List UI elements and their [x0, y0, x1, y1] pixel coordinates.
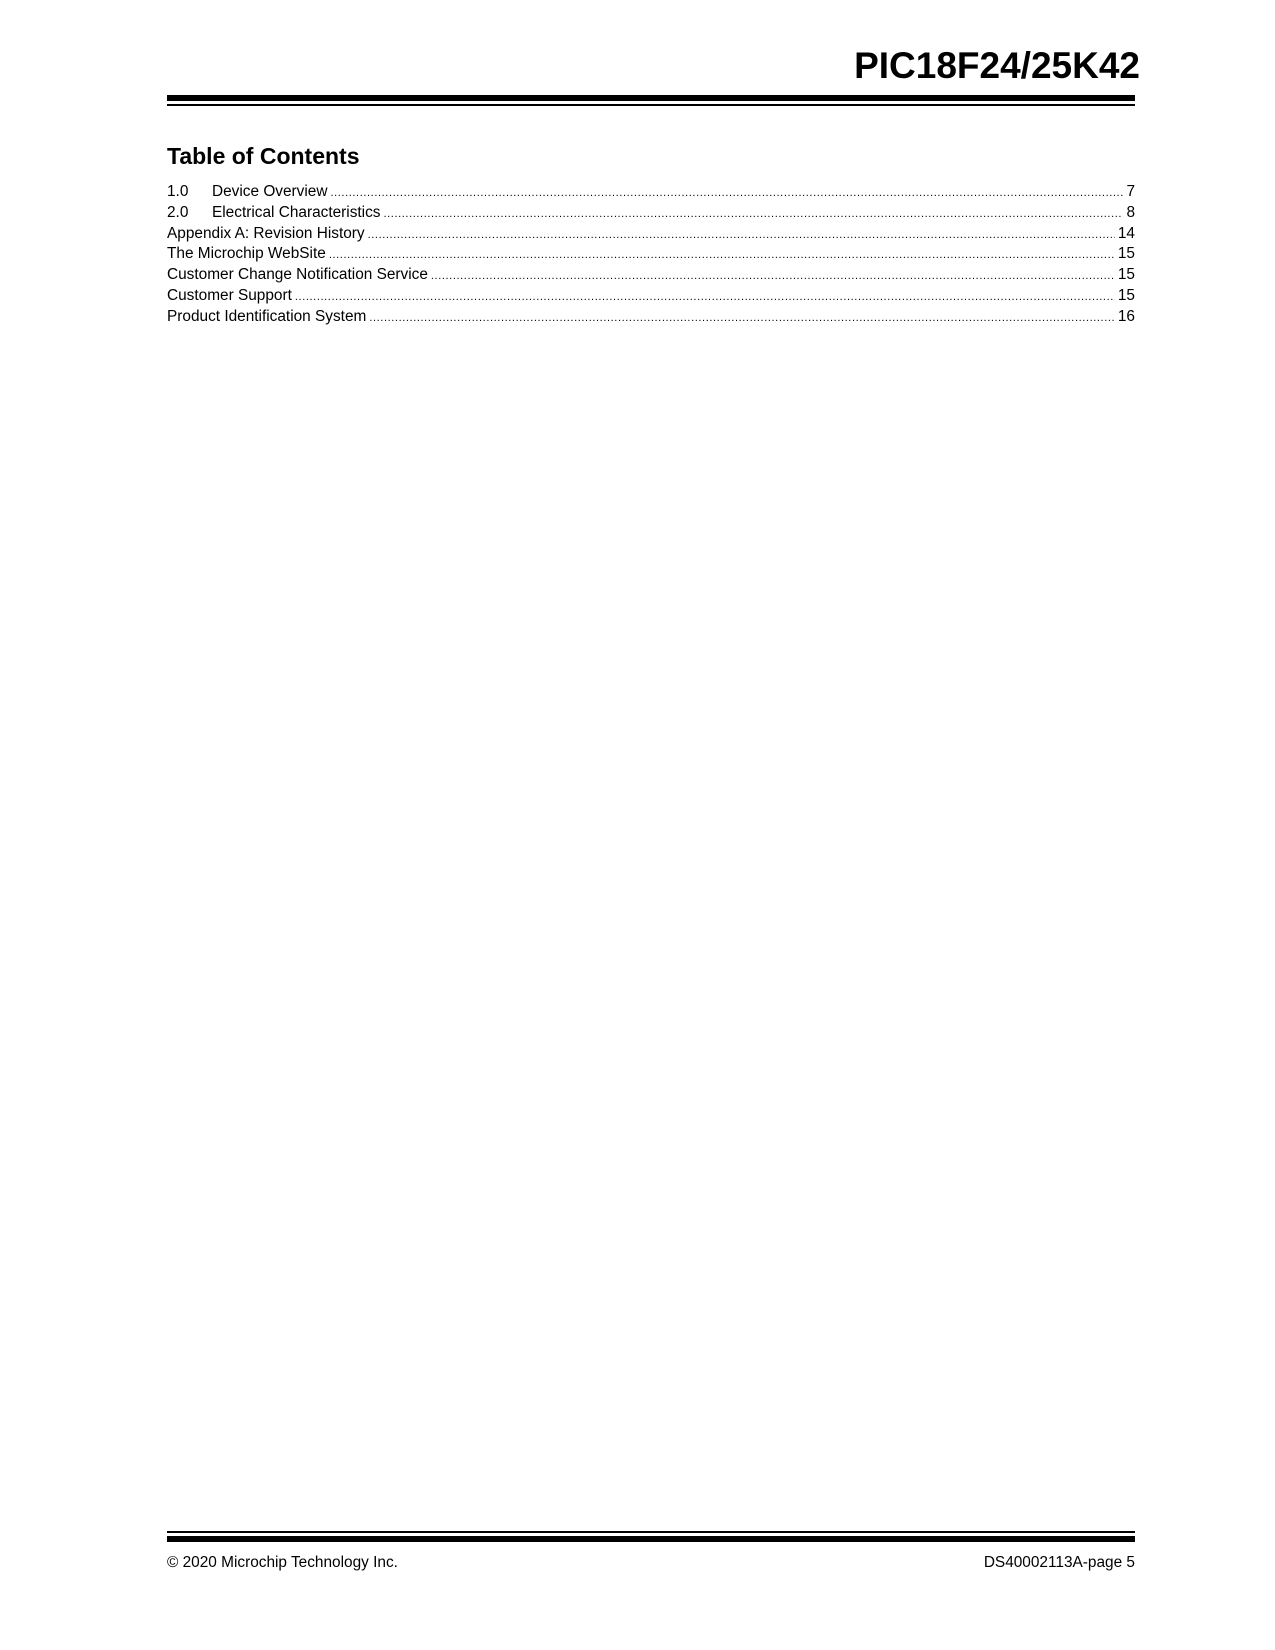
toc-entry-number: 1.0: [167, 183, 189, 200]
toc-entry-microchip-website[interactable]: [167, 244, 1135, 265]
toc-entry-page: 16: [1117, 307, 1135, 325]
toc-entry-page: 15: [1117, 245, 1135, 263]
toc-entry-label: The Microchip WebSite: [167, 245, 326, 263]
footer-copyright: © 2020 Microchip Technology Inc.: [167, 1554, 398, 1571]
toc-heading: Table of Contents: [167, 143, 360, 169]
toc-leader-dots: [330, 183, 1123, 203]
toc-entry-page: 15: [1117, 286, 1135, 304]
toc-leader-dots: [369, 308, 1115, 328]
footer-rule-thin: [167, 1531, 1135, 1533]
header-rule-thick: [167, 95, 1135, 101]
toc-entry-product-identification[interactable]: [167, 307, 1135, 328]
toc-entry-customer-support[interactable]: [167, 286, 1135, 307]
toc-entry-label: Device Overview: [212, 183, 328, 200]
toc-entry-label: Customer Support: [167, 286, 292, 304]
toc-entry-electrical-characteristics[interactable]: [167, 203, 1135, 224]
header-rule-thin: [167, 104, 1135, 106]
toc-entry-page: 14: [1117, 224, 1135, 242]
toc-entry-label: Customer Change Notification Service: [167, 266, 428, 284]
toc-entry-page: 7: [1126, 183, 1135, 200]
toc-leader-dots: [329, 245, 1115, 265]
toc-leader-dots: [295, 287, 1115, 307]
toc-entry-revision-history[interactable]: [167, 224, 1135, 245]
footer-doc-page: DS40002113A-page 5: [983, 1554, 1135, 1571]
table-of-contents: [167, 182, 1135, 328]
toc-entry-device-overview[interactable]: [167, 182, 1135, 203]
toc-entry-number: 2.0: [167, 203, 189, 221]
toc-entry-label: Electrical Characteristics: [212, 203, 381, 221]
toc-leader-dots: [431, 266, 1115, 286]
toc-entry-label: Appendix A: Revision History: [167, 224, 365, 242]
toc-leader-dots: [368, 225, 1115, 245]
toc-entry-customer-change-notification[interactable]: [167, 265, 1135, 286]
toc-entry-page: 15: [1117, 266, 1135, 284]
toc-leader-dots: [384, 204, 1124, 224]
page-header-title: PIC18F24/25K42: [854, 45, 1140, 86]
toc-entry-label: Product Identification System: [167, 307, 367, 325]
footer-rule-thick: [167, 1536, 1135, 1542]
toc-entry-page: 8: [1126, 203, 1135, 221]
